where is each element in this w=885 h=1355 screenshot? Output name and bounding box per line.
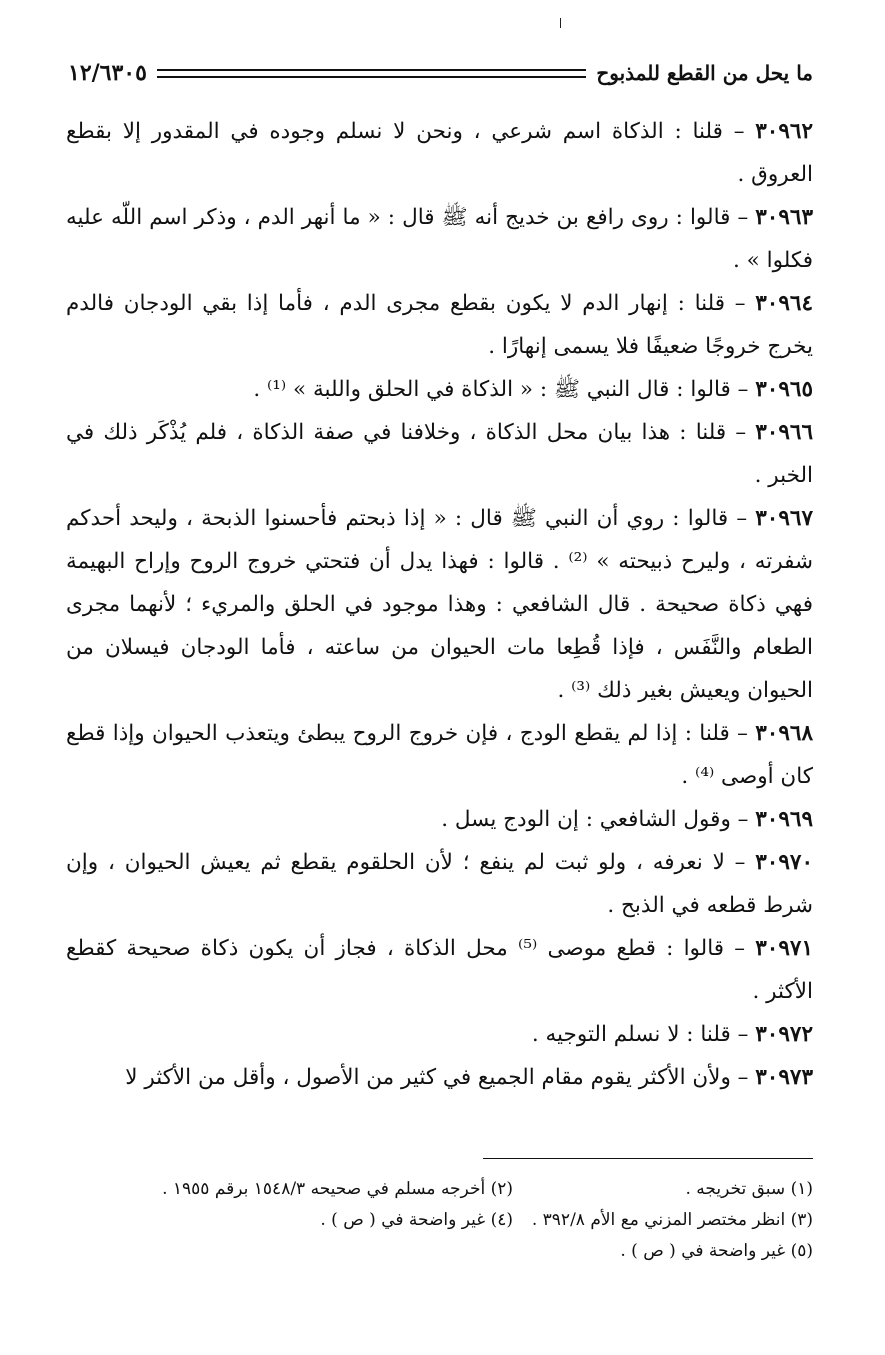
paragraph-number: ٣٠٩٧٢ (755, 1022, 813, 1047)
paragraph-text: – قلنا : إنهار الدم لا يكون بقطع مجرى الدم ، فأما إذا بقي الودجان فالدم يخرج خروجًا ضعيفًا فلا يسمى إنهارًا . (66, 291, 813, 359)
paragraph-number: ٣٠٩٦٧ (755, 506, 813, 531)
scan-mark (560, 18, 561, 28)
page-header (68, 56, 813, 90)
page-number: ١٢/٦٣٠٥ (68, 60, 147, 86)
paragraph (66, 841, 813, 927)
paragraph (66, 798, 813, 841)
paragraph (66, 1056, 813, 1099)
paragraph-number: ٣٠٩٦٤ (755, 291, 813, 316)
footnotes (66, 1174, 813, 1267)
paragraph-text: – ولأن الأكثر يقوم مقام الجميع في كثير من الأصول ، وأقل من الأكثر لا (125, 1065, 756, 1090)
paragraph-text: – قلنا : إذا لم يقطع الودج ، فإن خروج الروح يبطئ ويتعذب الحيوان وإذا قطع كان أوصى ⁽⁴⁾ . (66, 721, 813, 789)
paragraph-text: – قلنا : لا نسلم التوجيه . (531, 1022, 756, 1047)
paragraph-number: ٣٠٩٦٣ (755, 205, 813, 230)
paragraph (66, 196, 813, 282)
paragraph (66, 927, 813, 1013)
header-rule (157, 69, 586, 78)
paragraph-number: ٣٠٩٧٠ (755, 850, 813, 875)
paragraph-text: – قالوا : قطع موصى ⁽⁵⁾ محل الذكاة ، فجاز أن يكون ذكاة صحيحة كقطع الأكثر . (66, 936, 813, 1004)
paragraph-number: ٣٠٩٦٢ (755, 119, 813, 144)
running-title: ما يحل من القطع للمذبوح (596, 61, 813, 85)
paragraph (66, 497, 813, 712)
paragraph-number: ٣٠٩٦٩ (755, 807, 813, 832)
paragraph-text: – وقول الشافعي : إن الودج يسل . (441, 807, 756, 832)
paragraph-text: – قلنا : هذا بيان محل الذكاة ، وخلافنا في صفة الذكاة ، فلم يُذْكَر ذلك في الخبر . (66, 420, 813, 488)
paragraph (66, 712, 813, 798)
footnote: (٥) غير واضحة في ( ص ) . (620, 1241, 813, 1261)
paragraph-text: – قالوا : روي أن النبي ﷺ قال : « إذا ذبحتم فأحسنوا الذبحة ، وليحد أحدكم شفرته ، وليرح ذبيحته » ⁽²⁾ . قالوا : فهذا يدل أن فتحتي خروج الروح وإراح البهيمة فهي ذكاة صحيحة . قال الشافعي : وهذا موجود في الحلق والمريء ؛ لأنهما مجرى الطعام والنَّفَس ، فإذا قُطِعا مات الحيوان من ساعته ، فأما الودجان فيسلان من الحيوان ويعيش بغير ذلك ⁽³⁾ . (66, 506, 813, 703)
paragraph (66, 282, 813, 368)
paragraph (66, 411, 813, 497)
paragraph-text: – قلنا : الذكاة اسم شرعي ، ونحن لا نسلم وجوده في المقدور إلا بقطع العروق . (66, 119, 813, 187)
footnote: (١) سبق تخريجه . (685, 1179, 813, 1199)
paragraph (66, 368, 813, 411)
footnote: (٤) غير واضحة في ( ص ) . (320, 1210, 513, 1230)
paragraph-number: ٣٠٩٧١ (755, 936, 813, 961)
footnote-row (66, 1174, 813, 1205)
paragraph-text: – لا نعرفه ، ولو ثبت لم ينفع ؛ لأن الحلقوم يقطع ثم يعيش الحيوان ، وإن شرط قطعه في الذبح . (66, 850, 813, 918)
footnote-separator (483, 1158, 813, 1159)
footnote: (٣) انظر مختصر المزني مع الأم ٣٩٢/٨ . (531, 1210, 813, 1230)
paragraph-number: ٣٠٩٦٨ (755, 721, 813, 746)
paragraph (66, 1013, 813, 1056)
main-text (66, 110, 813, 1099)
paragraph-number: ٣٠٩٧٣ (755, 1065, 813, 1090)
paragraph-text: – قالوا : روى رافع بن خديج أنه ﷺ قال : « ما أنهر الدم ، وذكر اسم اللّه عليه فكلوا » . (66, 205, 813, 273)
paragraph-number: ٣٠٩٦٦ (755, 420, 813, 445)
footnote-row (66, 1236, 813, 1267)
footnote-row (66, 1205, 813, 1236)
footnote: (٢) أخرجه مسلم في صحيحه ١٥٤٨/٣ برقم ١٩٥٥ . (162, 1179, 513, 1199)
paragraph-text: – قالوا : قال النبي ﷺ : « الذكاة في الحلق واللبة » ⁽¹⁾ . (253, 377, 756, 402)
paragraph-number: ٣٠٩٦٥ (755, 377, 813, 402)
paragraph (66, 110, 813, 196)
